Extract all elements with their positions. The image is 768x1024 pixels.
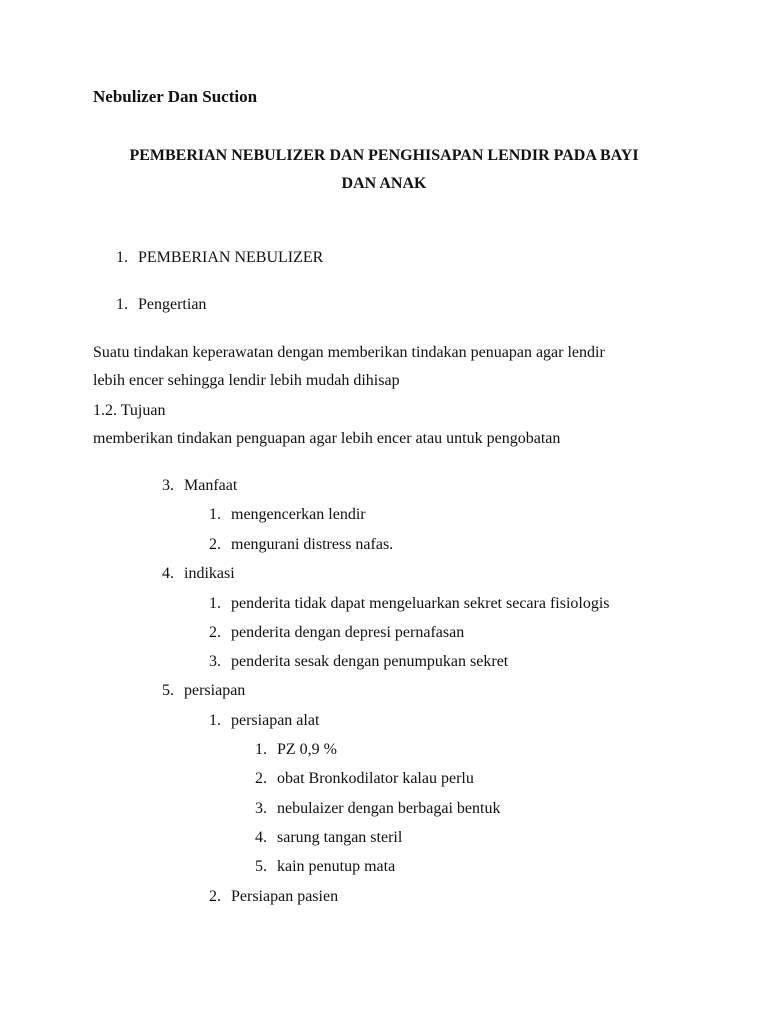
list-number: 2. bbox=[209, 536, 221, 553]
persiapan-alat bbox=[209, 711, 319, 731]
list-number: 3. bbox=[255, 800, 267, 817]
list-item bbox=[255, 769, 474, 789]
list-item-text: mengencerkan lendir bbox=[231, 506, 366, 523]
document-title: Nebulizer Dan Suction bbox=[93, 87, 258, 106]
section-pemberian-nebulizer bbox=[116, 248, 323, 268]
list-number: 1. bbox=[209, 712, 221, 729]
main-heading-line1: PEMBERIAN NEBULIZER DAN PENGHISAPAN LENDIR PADA BAYI bbox=[129, 147, 639, 164]
subsection-label: persiapan bbox=[184, 682, 246, 699]
list-number: 2. bbox=[209, 624, 221, 641]
subsection-indikasi bbox=[162, 564, 235, 584]
list-item-text: penderita tidak dapat mengeluarkan sekret secara fisiologis bbox=[231, 595, 610, 612]
list-number: 2. bbox=[209, 888, 221, 905]
list-number: 3. bbox=[162, 477, 174, 494]
tujuan-text: memberikan tindakan penguapan agar lebih encer atau untuk pengobatan bbox=[93, 430, 561, 447]
list-item-text: sarung tangan steril bbox=[277, 829, 403, 846]
list-item bbox=[209, 505, 366, 525]
list-number: 4. bbox=[162, 565, 174, 582]
list-item-text: penderita sesak dengan penumpukan sekret bbox=[231, 653, 509, 670]
list-item-text: mengurani distress nafas. bbox=[231, 536, 394, 553]
persiapan-pasien bbox=[209, 887, 338, 907]
list-number: 2. bbox=[255, 770, 267, 787]
subsection-label: Manfaat bbox=[184, 477, 238, 494]
list-number: 1. bbox=[209, 506, 221, 523]
tujuan-label: 1.2. Tujuan bbox=[93, 402, 166, 419]
list-item bbox=[209, 652, 508, 672]
list-item-text: PZ 0,9 % bbox=[277, 741, 337, 758]
list-item bbox=[255, 740, 337, 760]
list-item bbox=[255, 799, 500, 819]
section-label: PEMBERIAN NEBULIZER bbox=[138, 249, 324, 266]
list-number: 1. bbox=[255, 741, 267, 758]
list-number: 4. bbox=[255, 829, 267, 846]
list-number: 5. bbox=[255, 858, 267, 875]
list-number: 3. bbox=[209, 653, 221, 670]
subsection-persiapan bbox=[162, 681, 245, 701]
pengertian-text-line2: lebih encer sehingga lendir lebih mudah dihisap bbox=[93, 372, 400, 389]
list-item bbox=[209, 535, 393, 555]
list-item-text: Persiapan pasien bbox=[231, 888, 339, 905]
main-heading-line2: DAN ANAK bbox=[341, 175, 427, 192]
subsection-pengertian bbox=[116, 295, 206, 315]
list-number: 1. bbox=[209, 595, 221, 612]
list-item-text: nebulaizer dengan berbagai bentuk bbox=[277, 800, 501, 817]
pengertian-text-line1: Suatu tindakan keperawatan dengan memberikan tindakan penuapan agar lendir bbox=[93, 344, 605, 361]
subsection-label: indikasi bbox=[184, 565, 235, 582]
list-number: 1. bbox=[116, 249, 128, 266]
list-item bbox=[209, 594, 610, 614]
list-item bbox=[209, 623, 464, 643]
subsection-label: Pengertian bbox=[138, 296, 207, 313]
list-item bbox=[255, 857, 395, 877]
list-item bbox=[255, 828, 402, 848]
list-number: 5. bbox=[162, 682, 174, 699]
subsection-manfaat bbox=[162, 476, 237, 496]
list-item-text: obat Bronkodilator kalau perlu bbox=[277, 770, 474, 787]
list-number: 1. bbox=[116, 296, 128, 313]
list-item-text: kain penutup mata bbox=[277, 858, 396, 875]
list-item-text: penderita dengan depresi pernafasan bbox=[231, 624, 465, 641]
list-item-text: persiapan alat bbox=[231, 712, 320, 729]
